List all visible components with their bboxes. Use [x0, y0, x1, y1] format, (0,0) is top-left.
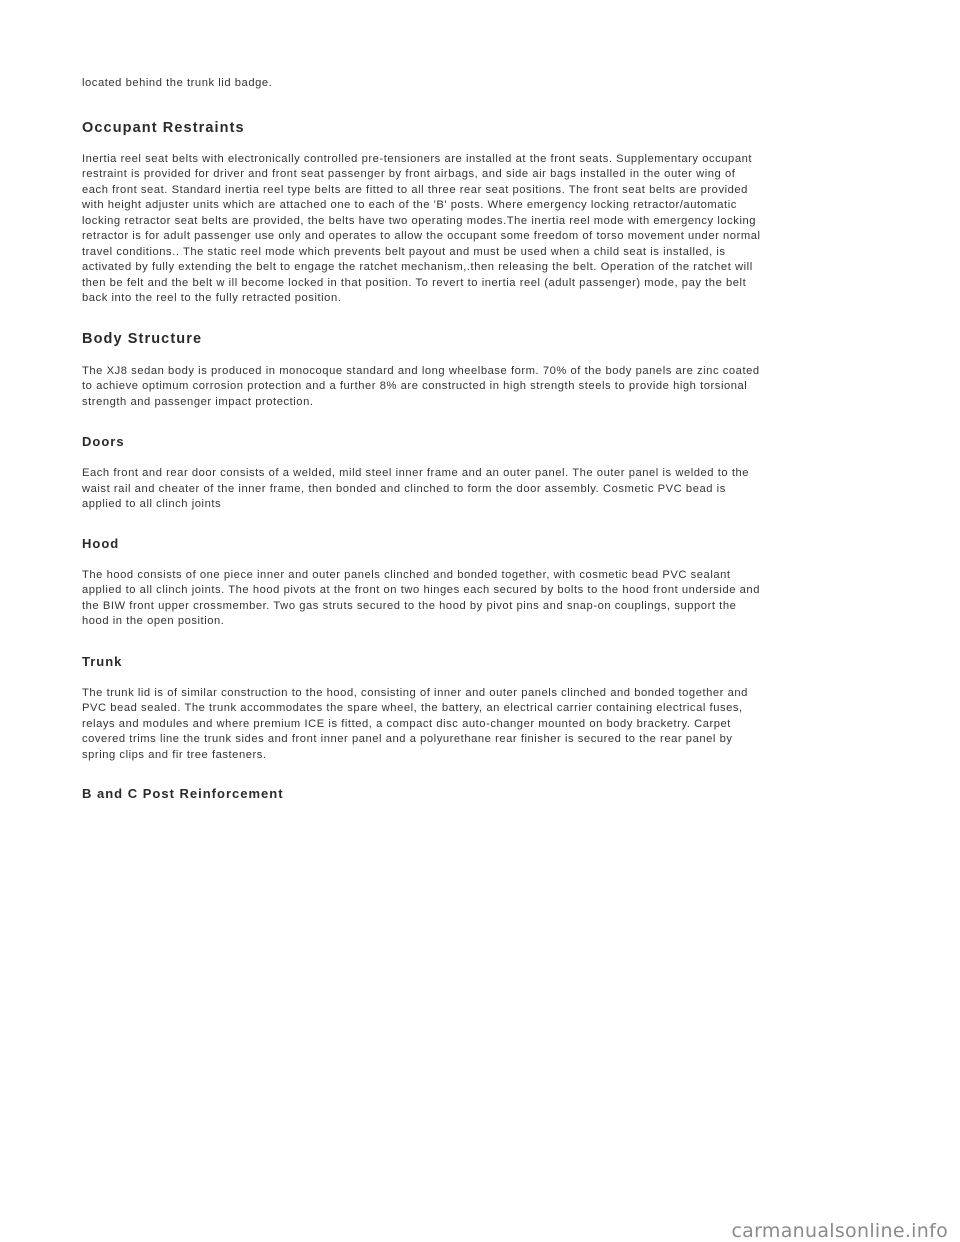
heading-trunk: Trunk [82, 653, 123, 669]
document-page [82, 76, 882, 801]
heading-doors: Doors [82, 434, 125, 449]
intro-paragraph: located behind the trunk lid badge. [82, 77, 273, 89]
watermark-link[interactable]: carmanualsonline.info [731, 1220, 948, 1242]
paragraph-occupant-restraints: Inertia reel seat belts with electronically controlled pre-tensioners are installed at the front seats. Supplementary occupant restraint is provided for driver and front seat passenger by front airbags, and side air bags installed in the outer wing of each front seat. Standard inertia reel type belts are fitted to all three rear seat positions. The front seat belts are provided with height adjuster units which are attached one to each of the 'B' posts. Where emergency locking retractor/automatic locking retractor seat belts are provided, the belts have two operating modes.The inertia reel mode with emergency locking retractor is for adult passenger use only and operates to allow the occupant some freedom of torso movement under normal travel conditions.. The static reel mode which prevents belt payout and must be used when a child seat is installed, is activated by fully extending the belt to engage the ratchet mechanism,.then releasing the belt. Operation of the ratchet will then be felt and the belt w ill become locked in that position. To revert to inertia reel (adult passenger) mode, pay the belt back into the reel to the fully retracted position. [82, 152, 761, 304]
heading-occupant-restraints: Occupant Restraints [82, 119, 245, 136]
paragraph-body-structure: The XJ8 sedan body is produced in monocoque standard and long wheelbase form. 70% of the body panels are zinc coated to achieve optimum corrosion protection and a further 8% are constructed in high strength steels to provide high torsional strength and passenger impact protection. [82, 364, 760, 408]
heading-hood: Hood [82, 535, 120, 551]
paragraph-hood: The hood consists of one piece inner and outer panels clinched and bonded together, with cosmetic bead PVC sealant applied to all clinch joints. The hood pivots at the front on two hinges each secured by bolts to the hood front underside and the BIW front upper crossmember. Two gas struts secured to the hood by pivot pins and snap-on couplings, support the hood in the open position. [82, 568, 760, 627]
heading-b-and-c-post-reinforcement: B and C Post Reinforcement [82, 786, 284, 801]
heading-body-structure: Body Structure [82, 330, 203, 347]
paragraph-doors: Each front and rear door consists of a welded, mild steel inner frame and an outer panel. The outer panel is welded to the waist rail and cheater of the inner frame, then bonded and clinched to form the door assembly. Cosmetic PVC bead is applied to all clinch joints [82, 467, 750, 510]
paragraph-trunk: The trunk lid is of similar construction to the hood, consisting of inner and outer panels clinched and bonded together and PVC bead sealed. The trunk accommodates the spare wheel, the battery, an electrical carrier containing electrical fuses, relays and modules and where premium ICE is fitted, a compact disc auto-changer mounted on body bracketry. Carpet covered trims line the trunk sides and front inner panel and a polyurethane rear finisher is secured to the rear panel by spring clips and fir tree fasteners. [82, 686, 748, 761]
